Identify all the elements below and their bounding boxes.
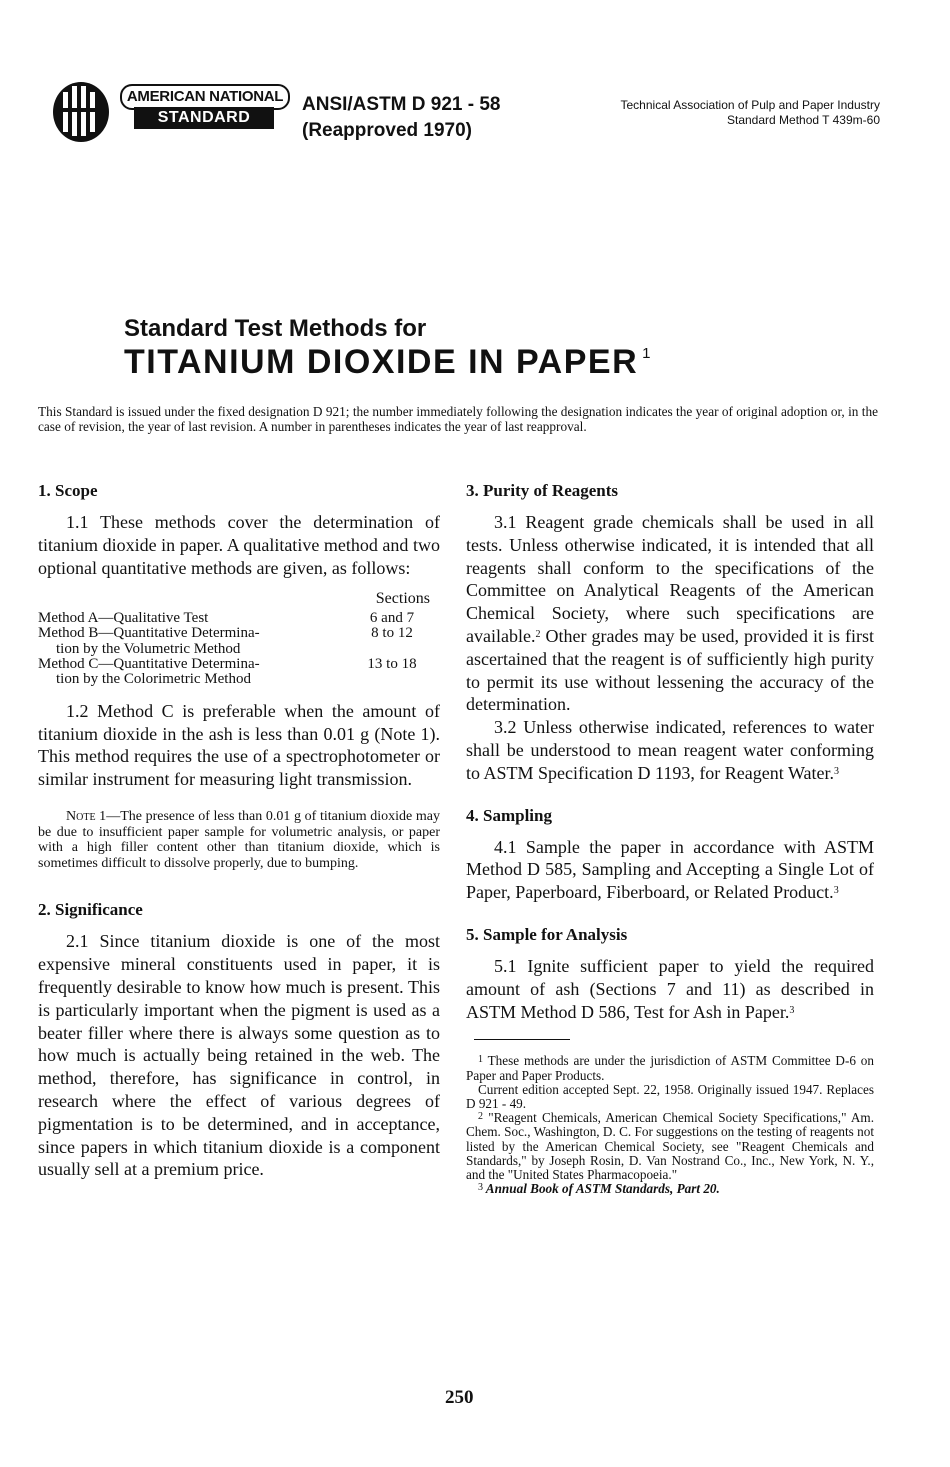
sampling-p1-text: 4.1 Sample the paper in accordance with ASTM Method D 585, Sampling and Accepting a Single Lot of Paper, Paperboard, Fiberboard, or Related Product. [466, 836, 874, 903]
method-sections: 8 to 12 [371, 625, 413, 642]
footnote-1 [466, 1054, 874, 1082]
ansi-badge [120, 84, 290, 132]
footnote-mark: 3 [478, 1182, 483, 1194]
section-heading-sample-analysis: 5. Sample for Analysis [466, 924, 628, 944]
title-footnote-mark: 1 [642, 345, 651, 362]
scope-paragraph-1: 1.1 These methods cover the determination of titanium dioxide in paper. A qualitative method and two optional quantitative methods are given, as follows: [38, 512, 440, 578]
note-label: Note 1 [66, 809, 107, 825]
method-name: Method B—Quantitative Determina- [38, 625, 260, 642]
section-heading-purity: 3. Purity of Reagents [466, 481, 619, 500]
intro-paragraph: This Standard is issued under the fixed designation D 921; the number immediately following the designation indicates the year of original adoption or, in the case of revision, the year of last revision. A number in parentheses indicates the year of last reapproval. [38, 404, 878, 434]
tappi-line2: Standard Method T 439m-60 [727, 113, 880, 127]
astm-logo [50, 78, 112, 144]
method-name: Method C—Quantitative Determina- [38, 656, 260, 673]
footnote-2-text: "Reagent Chemicals, American Chemical Society Specifications," Am. Chem. Soc., Washington, D. C. For suggestions on the testing of reagents not listed by the American Chemical Society, see "Reagent Chemicals and Standards," by Joseph Rosin, D. Van Nostrand Co., Inc., New York, N. Y., and the "United States Pharmacopoeia." [466, 1110, 874, 1182]
left-column [38, 480, 440, 1181]
purity-p2-text: 3.2 Unless otherwise indicated, references to water shall be understood to mean reagent water conforming to ASTM Specification D 1193, for Reagent Water. [466, 717, 874, 783]
footnote-1-edition: Current edition accepted Sept. 22, 1958. Originally issued 1947. Replaces D 921 - 49. [466, 1081, 874, 1111]
method-row [38, 626, 440, 641]
section-heading-sampling: 4. Sampling [466, 805, 552, 825]
main-title [124, 343, 651, 382]
purity-paragraph-2 [466, 716, 874, 784]
sections-header: Sections [375, 590, 430, 608]
ansi-badge-bottom: STANDARD [134, 107, 274, 129]
ansi-badge-top: AMERICAN NATIONAL [120, 84, 290, 110]
footnote-ref: 3 [789, 1004, 795, 1016]
footnote-ref: 2 [535, 628, 541, 640]
footnote-1-text: These methods are under the jurisdiction of ASTM Committee D-6 on Paper and Paper Products. [466, 1053, 874, 1083]
note-text: —The presence of less than 0.01 g of titanium dioxide may be due to insufficient paper sample for volumetric analysis, or paper with a high filler content other than titanium dioxide, which is sometimes difficult to dissolve properly, due to bumping. [38, 809, 440, 871]
designation-number: ANSI/ASTM D 921 - 58 [302, 94, 501, 115]
sample-analysis-p1-text: 5.1 Ignite sufficient paper to yield the required amount of ash (Sections 7 and 11) as described in ASTM Method D 586, Test for Ash in Paper. [466, 955, 874, 1022]
method-row [38, 611, 440, 626]
scope-paragraph-2: 1.2 Method C is preferable when the amount of titanium dioxide in the ash is less than 0.01 g (Note 1). This method requires the use of a spectrophotometer or similar instrument for measuring light transmission. [38, 700, 440, 790]
purity-p1-text: 3.1 Reagent grade chemicals shall be used in all tests. Unless otherwise indicated, it is intended that all reagents shall conform to the specifications of the Committee on Analytical Reagents of the American Chemical Society, where such specifications are available. [466, 512, 874, 646]
tappi-line1: Technical Association of Pulp and Paper Industry [620, 98, 880, 112]
purity-p1-text-cont: Other grades may be used, provided it is first ascertained that the reagent is of sufficiently high purity to permit its use without lessening the accuracy of the determination. [466, 625, 874, 715]
footnote-ref: 3 [833, 885, 839, 897]
tappi-reference [560, 98, 880, 128]
footnote-ref: 3 [833, 765, 839, 777]
method-sections: 6 and 7 [369, 609, 415, 626]
significance-paragraph-1: 2.1 Since titanium dioxide is one of the most expensive mineral constituents used in paper, it is frequently desirable to know how much is present. This is particularly important when the pigment is used as a beater filler where there is always some question as to how much is actually being retained in the web. The method, therefore, has significance in control, in research where the effect of various degrees of pigmentation is to be determined, and in acceptance, since papers in which titanium dioxide is a component usually sell at a premium price. [38, 931, 440, 1180]
section-heading-scope: 1. Scope [38, 481, 98, 500]
footnote-rule [474, 1039, 570, 1040]
right-column [466, 480, 874, 1196]
method-name-continued: tion by the Volumetric Method [56, 640, 241, 657]
method-name-continued: tion by the Colorimetric Method [56, 671, 251, 688]
page-number: 250 [445, 1387, 474, 1408]
main-title-text: TITANIUM DIOXIDE IN PAPER [124, 343, 639, 381]
sample-analysis-paragraph-1 [466, 955, 874, 1023]
sampling-paragraph-1 [466, 836, 874, 904]
footnote-3 [466, 1182, 874, 1196]
method-sections: 13 to 18 [367, 656, 417, 673]
footnote-3-text: Annual Book of ASTM Standards, Part 20. [483, 1181, 720, 1197]
designation [302, 92, 501, 144]
method-name: Method A—Qualitative Test [38, 609, 209, 626]
purity-paragraph-1 [466, 511, 874, 716]
footnote-2 [466, 1111, 874, 1182]
footnote-mark: 2 [478, 1111, 483, 1123]
methods-table [38, 591, 440, 687]
method-row [38, 657, 440, 672]
standard-title: Standard Test Methods for [124, 315, 427, 342]
reapproved-year: (Reapproved 1970) [302, 120, 473, 141]
section-heading-significance: 2. Significance [38, 900, 143, 920]
footnote-mark: 1 [478, 1054, 483, 1066]
footnotes [466, 1039, 874, 1196]
note-1 [38, 809, 440, 871]
